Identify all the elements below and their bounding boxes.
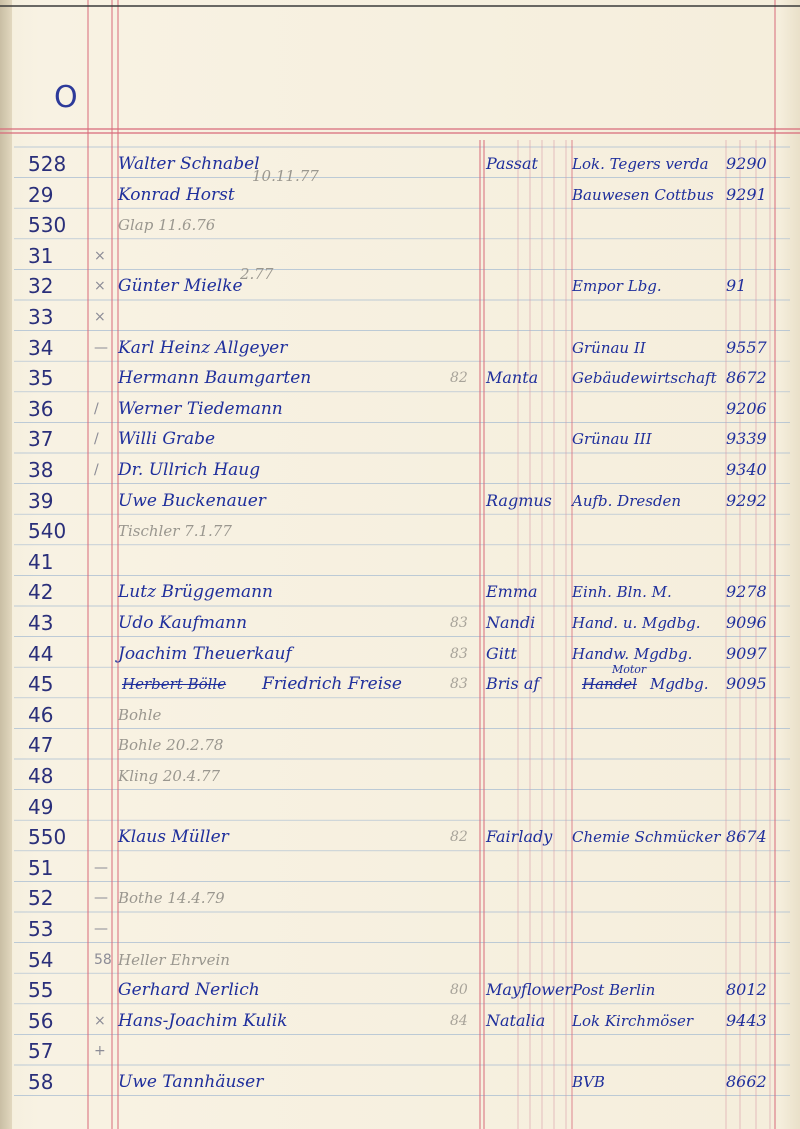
phone-number: 9292 <box>726 490 767 510</box>
tick-mark: 58 <box>94 951 112 968</box>
employer: Bauwesen Cottbus <box>572 185 714 204</box>
person-name: Glap 11.6.76 <box>118 216 216 235</box>
person-name: Karl Heinz Allgeyer <box>118 337 288 358</box>
tick-mark: — <box>94 339 108 356</box>
person-name: Willi Grabe <box>118 429 216 450</box>
entry-number: 49 <box>28 794 54 819</box>
entry-number: 36 <box>28 396 54 421</box>
year-note: 80 <box>450 982 468 999</box>
tick-mark: × <box>94 278 106 295</box>
person-name: Konrad Horst <box>118 184 235 205</box>
entry-number: 33 <box>28 305 54 329</box>
entry-number: 42 <box>28 580 54 605</box>
year-note: 83 <box>450 645 468 662</box>
entry-number: 37 <box>28 427 54 452</box>
entry-number: 56 <box>28 1008 54 1033</box>
phone-number: 9290 <box>726 154 767 173</box>
table-row <box>0 333 800 363</box>
tick-mark: × <box>94 1012 106 1029</box>
employer: Gebäudewirtschaft <box>572 369 717 388</box>
table-row <box>0 792 800 822</box>
employer: Einh. Bln. M. <box>572 583 672 602</box>
entry-number: 528 <box>28 152 67 176</box>
table-row <box>0 700 800 730</box>
person-name: Heller Ehrvein <box>118 950 230 969</box>
employer: Chemie Schmücker <box>572 828 721 847</box>
tick-mark: — <box>94 921 108 937</box>
phone-number: 9557 <box>726 337 767 357</box>
person-name: Bohle 20.2.78 <box>118 736 224 755</box>
entry-number: 44 <box>28 641 54 666</box>
person-name: Werner Tiedemann <box>118 398 283 419</box>
table-row <box>0 180 800 210</box>
table-row <box>0 149 800 179</box>
phone-number: 8674 <box>726 827 767 847</box>
entry-number: 32 <box>28 274 54 299</box>
table-row <box>0 210 800 240</box>
struck-name: Herbert Bölle <box>122 675 227 694</box>
employer: Mgdbg. <box>650 675 709 694</box>
person-name: Dr. Ullrich Haug <box>118 460 261 480</box>
table-row <box>0 455 800 485</box>
entry-number: 53 <box>28 917 54 941</box>
person-name: Lutz Brüggemann <box>118 582 273 603</box>
table-row <box>0 608 800 638</box>
table-row <box>0 394 800 424</box>
car-name: Fairlady <box>486 827 553 847</box>
tick-mark: / <box>94 400 99 417</box>
entry-number: 43 <box>28 611 54 635</box>
person-name: Hermann Baumgarten <box>118 368 312 389</box>
car-name: Nandi <box>486 613 536 632</box>
entry-number: 52 <box>28 886 54 911</box>
entry-number: 51 <box>28 855 54 880</box>
year-note: 83 <box>450 615 468 631</box>
entry-number: 540 <box>28 519 67 544</box>
entry-number: 41 <box>28 549 54 574</box>
entry-number: 55 <box>28 978 54 1003</box>
employer: Aufb. Dresden <box>572 491 682 510</box>
entry-number: 45 <box>28 672 54 697</box>
table-row <box>0 761 800 791</box>
struck-employer: Handel <box>582 675 637 694</box>
entry-number: 35 <box>28 366 54 391</box>
tick-mark: × <box>94 247 106 264</box>
table-row <box>0 1067 800 1097</box>
table-row <box>0 822 800 852</box>
pencil-note: 2.77 <box>240 265 274 284</box>
car-name: Ragmus <box>486 490 552 510</box>
phone-number: 9443 <box>726 1010 767 1030</box>
tick-mark: / <box>94 431 99 448</box>
car-name: Gitt <box>486 643 517 663</box>
person-name: Günter Mielke <box>118 276 243 297</box>
table-row <box>0 424 800 454</box>
person-name: Joachim Theuerkauf <box>118 643 292 664</box>
employer: Grünau II <box>572 338 646 357</box>
tick-mark: — <box>94 890 108 907</box>
entry-number: 29 <box>28 182 54 207</box>
person-name: Kling 20.4.77 <box>118 767 221 785</box>
entry-number: 47 <box>28 733 54 758</box>
phone-number: 8012 <box>726 980 767 1000</box>
entry-number: 550 <box>28 825 67 850</box>
person-name: Friedrich Freise <box>262 674 402 695</box>
entry-number: 34 <box>28 335 54 360</box>
employer: Lok. Tegers verda <box>572 155 709 173</box>
person-name: Hans-Joachim Kulik <box>118 1010 288 1031</box>
table-row <box>0 883 800 913</box>
employer: Handw. Mgdbg. <box>572 644 693 663</box>
tick-mark: × <box>94 309 106 325</box>
superscript-note: Motor <box>612 663 647 677</box>
entry-number: 530 <box>28 213 67 238</box>
table-row <box>0 914 800 944</box>
phone-number: 9206 <box>726 398 767 418</box>
employer: Post Berlin <box>572 981 656 1000</box>
employer: Empor Lbg. <box>572 277 662 296</box>
person-name: Walter Schnabel <box>118 154 260 174</box>
table-row <box>0 547 800 577</box>
phone-number: 9096 <box>726 613 767 632</box>
table-row <box>0 241 800 271</box>
entry-number: 39 <box>28 488 54 513</box>
table-row <box>0 853 800 883</box>
entry-number: 57 <box>28 1039 54 1064</box>
car-name: Bris af <box>486 674 540 694</box>
table-row <box>0 730 800 760</box>
table-row <box>0 486 800 516</box>
table-row <box>0 669 800 699</box>
table-row <box>0 516 800 546</box>
year-note: 83 <box>450 676 468 693</box>
date-note: 10.11.77 <box>252 167 319 185</box>
tick-mark: + <box>94 1043 106 1060</box>
table-row <box>0 577 800 607</box>
phone-number: 9340 <box>726 460 767 479</box>
phone-number: 9339 <box>726 429 767 449</box>
entry-number: 54 <box>28 947 54 972</box>
person-name: Uwe Buckenauer <box>118 490 266 511</box>
table-row <box>0 271 800 301</box>
car-name: Natalia <box>486 1010 546 1030</box>
phone-number: 9278 <box>726 582 767 602</box>
table-row <box>0 639 800 669</box>
person-name: Bothe 14.4.79 <box>118 889 225 908</box>
phone-number: 9095 <box>726 674 767 694</box>
person-name: Gerhard Nerlich <box>118 980 260 1001</box>
employer: Hand. u. Mgdbg. <box>572 614 701 632</box>
entry-number: 38 <box>28 458 54 482</box>
car-name: Emma <box>486 582 538 602</box>
car-name: Passat <box>486 154 538 173</box>
employer: Grünau III <box>572 430 652 449</box>
phone-number: 8662 <box>726 1072 767 1091</box>
employer: Lok Kirchmöser <box>572 1011 694 1030</box>
tick-mark: / <box>94 462 99 478</box>
tick-mark: — <box>94 859 108 876</box>
phone-number: 91 <box>726 276 747 296</box>
person-name: Uwe Tannhäuser <box>118 1072 264 1092</box>
car-name: Manta <box>486 368 539 388</box>
entry-number: 46 <box>28 702 54 727</box>
table-row <box>0 945 800 975</box>
entry-number: 31 <box>28 243 54 268</box>
person-name: Udo Kaufmann <box>118 613 248 633</box>
year-note: 84 <box>450 1012 468 1029</box>
year-note: 82 <box>450 370 468 387</box>
table-row <box>0 1006 800 1036</box>
phone-number: 9097 <box>726 643 767 663</box>
phone-number: 8672 <box>726 368 767 388</box>
phone-number: 9291 <box>726 184 767 204</box>
year-note: 82 <box>450 829 468 846</box>
person-name: Klaus Müller <box>118 827 229 848</box>
table-row <box>0 1036 800 1066</box>
page-header-mark: O <box>54 80 78 115</box>
employer: BVB <box>572 1073 605 1091</box>
entry-number: 58 <box>28 1070 54 1094</box>
person-name: Tischler 7.1.77 <box>118 522 232 541</box>
table-row <box>0 975 800 1005</box>
table-row <box>0 363 800 393</box>
entry-number: 48 <box>28 764 54 788</box>
person-name: Bohle <box>118 705 162 724</box>
car-name: Mayflower <box>486 980 573 1000</box>
table-row <box>0 302 800 332</box>
